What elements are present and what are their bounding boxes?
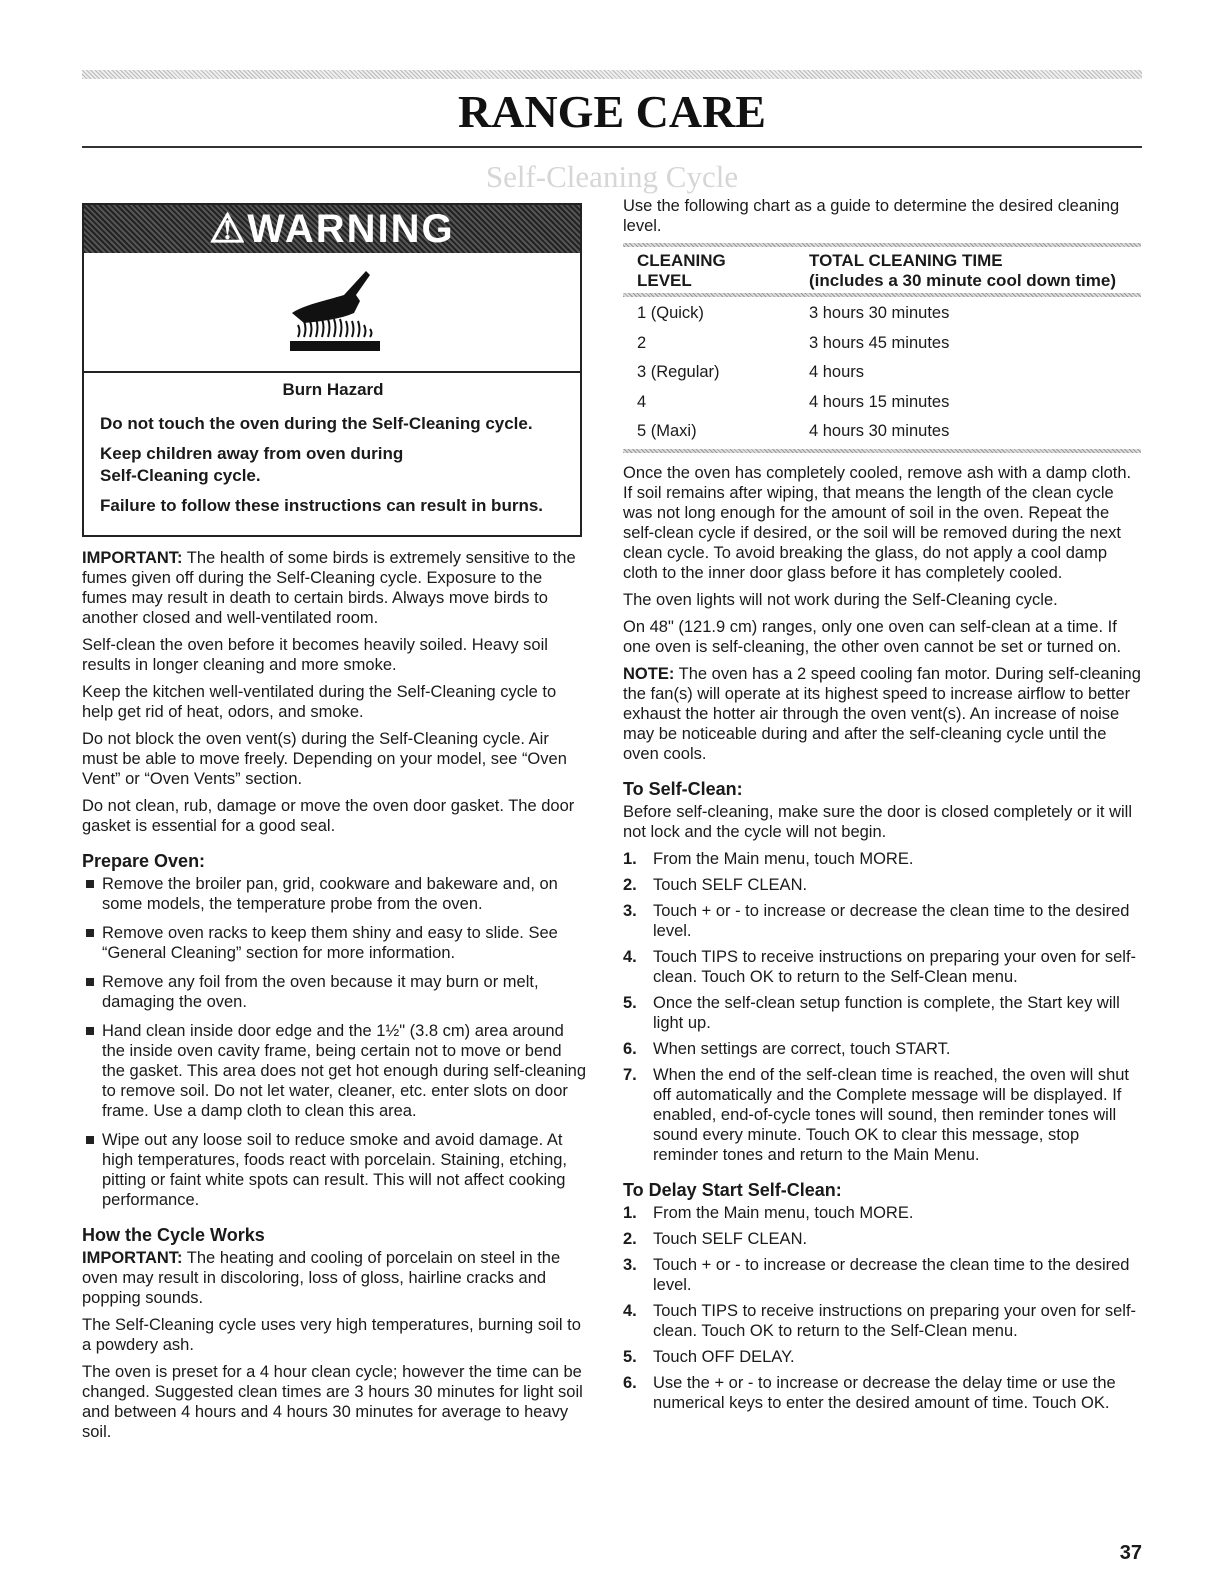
page-number: 37 xyxy=(1119,1542,1142,1564)
self-clean-heading: To Self-Clean: xyxy=(623,778,743,799)
paragraph: Before self-cleaning, make sure the door is closed completely or it will not lock and the cycle will not begin. xyxy=(623,802,1132,841)
step-item: 2. Touch SELF CLEAN. xyxy=(623,1229,808,1248)
step-item: 1. From the Main menu, touch MORE. xyxy=(623,1203,914,1222)
list-item: Remove the broiler pan, grid, cookware and bakeware and, on some models, the temperature probe from the oven. xyxy=(82,874,587,914)
paragraph: Once the oven has completely cooled, remove ash with a damp cloth. If soil remains after wiping, that means the length of the clean cycle was not long enough for the amount of soil in the oven. Repeat the self-clean cycle if desired, or the soil will be removed during the next clean cycle. To avoid breaking the glass, do not apply a cool damp cloth to the inner door glass before it has completely cooled. xyxy=(623,463,1132,582)
note-label: NOTE: xyxy=(623,664,675,683)
step-item: 2. Touch SELF CLEAN. xyxy=(623,875,808,894)
delay-start-heading: To Delay Start Self-Clean: xyxy=(623,1179,842,1200)
table-row: 5 (Maxi) 4 hours 30 minutes xyxy=(637,422,950,440)
chart-intro: Use the following chart as a guide to determine the desired cleaning level. xyxy=(623,197,1120,235)
list-item: Remove any foil from the oven because it may burn or melt, damaging the oven. xyxy=(82,972,587,1012)
paragraph: IMPORTANT: The heating and cooling of porcelain on steel in the oven may result in discoloring, loss of gloss, hairline cracks and popping sounds. xyxy=(82,1249,561,1307)
right-column xyxy=(623,196,1141,1419)
hazard-label: Burn Hazard xyxy=(282,380,384,399)
column-header-time: TOTAL CLEANING TIME xyxy=(809,251,1003,270)
paragraph: The oven lights will not work during the Self-Cleaning cycle. xyxy=(623,590,1058,609)
warning-text xyxy=(100,375,566,525)
table-bottom-rule xyxy=(623,449,1141,453)
self-clean-steps xyxy=(623,849,1141,1165)
burn-hazard-pictogram xyxy=(84,253,580,373)
step-item: 7. When the end of the self-clean time is reached, the oven will shut off automatically and the Complete message will be displayed. If enabled, end-of-cycle tones will sound, then reminder tones will sound every minute. Touch OK to clear this message, stop reminder tones and return to the Main Menu. xyxy=(623,1065,1130,1164)
column-header-level: CLEANING xyxy=(637,251,726,270)
paragraph: Do not block the oven vent(s) during the Self-Cleaning cycle. Air must be able to move freely. Depending on your model, see “Oven Vent” or “Oven Vents” section. xyxy=(82,730,567,788)
paragraph: Keep the kitchen well-ventilated during the Self-Cleaning cycle to help get rid of heat, odors, and smoke. xyxy=(82,683,557,721)
step-item: 1. From the Main menu, touch MORE. xyxy=(623,849,914,868)
hot-surface-hand-icon xyxy=(284,265,384,361)
table-row: 3 (Regular) 4 hours xyxy=(637,363,865,381)
top-decorative-bar xyxy=(82,70,1142,79)
step-item: 6. Use the + or - to increase or decrease the delay time or use the numerical keys to enter the desired amount of time. Touch OK. xyxy=(623,1373,1116,1412)
list-item: Hand clean inside door edge and the 1½" (3.8 cm) area around the inside oven cavity frame, being certain not to move or bend the gasket. This area does not get hot enough during self-cleaning to remove soil. Do not let water, cleaner, etc. enter slots on door frame. Use a damp cloth to clean this area. xyxy=(82,1021,587,1121)
page-title: RANGE CARE xyxy=(458,86,766,137)
note-paragraph: NOTE: The oven has a 2 speed cooling fan motor. During self-cleaning the fan(s) will operate at its highest speed to increase airflow to better exhaust the hotter air through the oven vent(s). An increase of noise may be noticeable during and after the self-cleaning cycle until the oven cools. xyxy=(623,664,1141,763)
warning-line: Keep children away from oven during Self-Cleaning cycle. xyxy=(100,444,404,485)
list-item: Wipe out any loose soil to reduce smoke and avoid damage. At high temperatures, foods react with porcelain. Staining, etching, pitting or faint white spots can result. This will not affect cooking performance. xyxy=(82,1130,587,1210)
important-label: IMPORTANT: xyxy=(82,549,183,567)
table-row: 2 3 hours 45 minutes xyxy=(637,333,950,352)
warning-heading: ⚠WARNING xyxy=(84,205,580,253)
step-item: 3. Touch + or - to increase or decrease the clean time to the desired level. xyxy=(623,1255,1130,1294)
step-item: 4. Touch TIPS to receive instructions on preparing your oven for self-clean. Touch OK to return to the Self-Clean menu. xyxy=(623,1301,1137,1340)
paragraph: Self-clean the oven before it becomes heavily soiled. Heavy soil results in longer cleaning and more smoke. xyxy=(82,636,548,674)
step-item: 4. Touch TIPS to receive instructions on preparing your oven for self-clean. Touch OK to return to the Self-Clean menu. xyxy=(623,947,1137,986)
list-item: Remove oven racks to keep them shiny and easy to slide. See “General Cleaning” section for more information. xyxy=(82,923,587,963)
paragraph: The oven is preset for a 4 hour clean cycle; however the time can be changed. Suggested clean times are 3 hours 30 minutes for light soil and between 4 hours and 4 hours 30 minutes for average to heavy soil. xyxy=(82,1363,583,1441)
warning-line: Do not touch the oven during the Self-Cleaning cycle. xyxy=(100,414,533,433)
step-item: 3. Touch + or - to increase or decrease the clean time to the desired level. xyxy=(623,901,1130,940)
paragraph: The Self-Cleaning cycle uses very high temperatures, burning soil to a powdery ash. xyxy=(82,1316,581,1354)
step-item: 5. Touch OFF DELAY. xyxy=(623,1347,795,1366)
section-subtitle: Self-Cleaning Cycle xyxy=(485,159,739,194)
step-item: 6. When settings are correct, touch START. xyxy=(623,1039,951,1058)
paragraph: On 48" (121.9 cm) ranges, only one oven can self-clean at a time. If one oven is self-cleaning, the other oven cannot be set or turned on. xyxy=(623,617,1122,656)
title-rule xyxy=(82,146,1142,148)
table-row: 1 (Quick) 3 hours 30 minutes xyxy=(637,304,950,322)
table-body xyxy=(623,297,1141,447)
table-header: CLEANING LEVEL TOTAL CLEANING TIME (includes a 30 minute cool down time) xyxy=(637,251,1116,290)
cleaning-level-table xyxy=(623,243,1141,453)
prepare-oven-list xyxy=(82,874,587,1210)
how-cycle-works-heading: How the Cycle Works xyxy=(82,1225,265,1245)
table-row: 4 4 hours 15 minutes xyxy=(637,392,950,411)
left-column xyxy=(82,548,587,1449)
paragraph: IMPORTANT: The health of some birds is extremely sensitive to the fumes given off during the Self-Cleaning cycle. Exposure to the fumes may result in death to certain birds. Always move birds to another closed and well-ventilated room. xyxy=(82,549,576,627)
prepare-oven-heading: Prepare Oven: xyxy=(82,851,206,871)
warning-box xyxy=(82,203,582,537)
step-item: 5. Once the self-clean setup function is complete, the Start key will light up. xyxy=(623,993,1120,1032)
important-label: IMPORTANT: xyxy=(82,1249,183,1267)
paragraph: Do not clean, rub, damage or move the oven door gasket. The door gasket is essential for a good seal. xyxy=(82,797,575,835)
delay-start-steps xyxy=(623,1203,1141,1413)
warning-line: Failure to follow these instructions can result in burns. xyxy=(100,496,544,515)
